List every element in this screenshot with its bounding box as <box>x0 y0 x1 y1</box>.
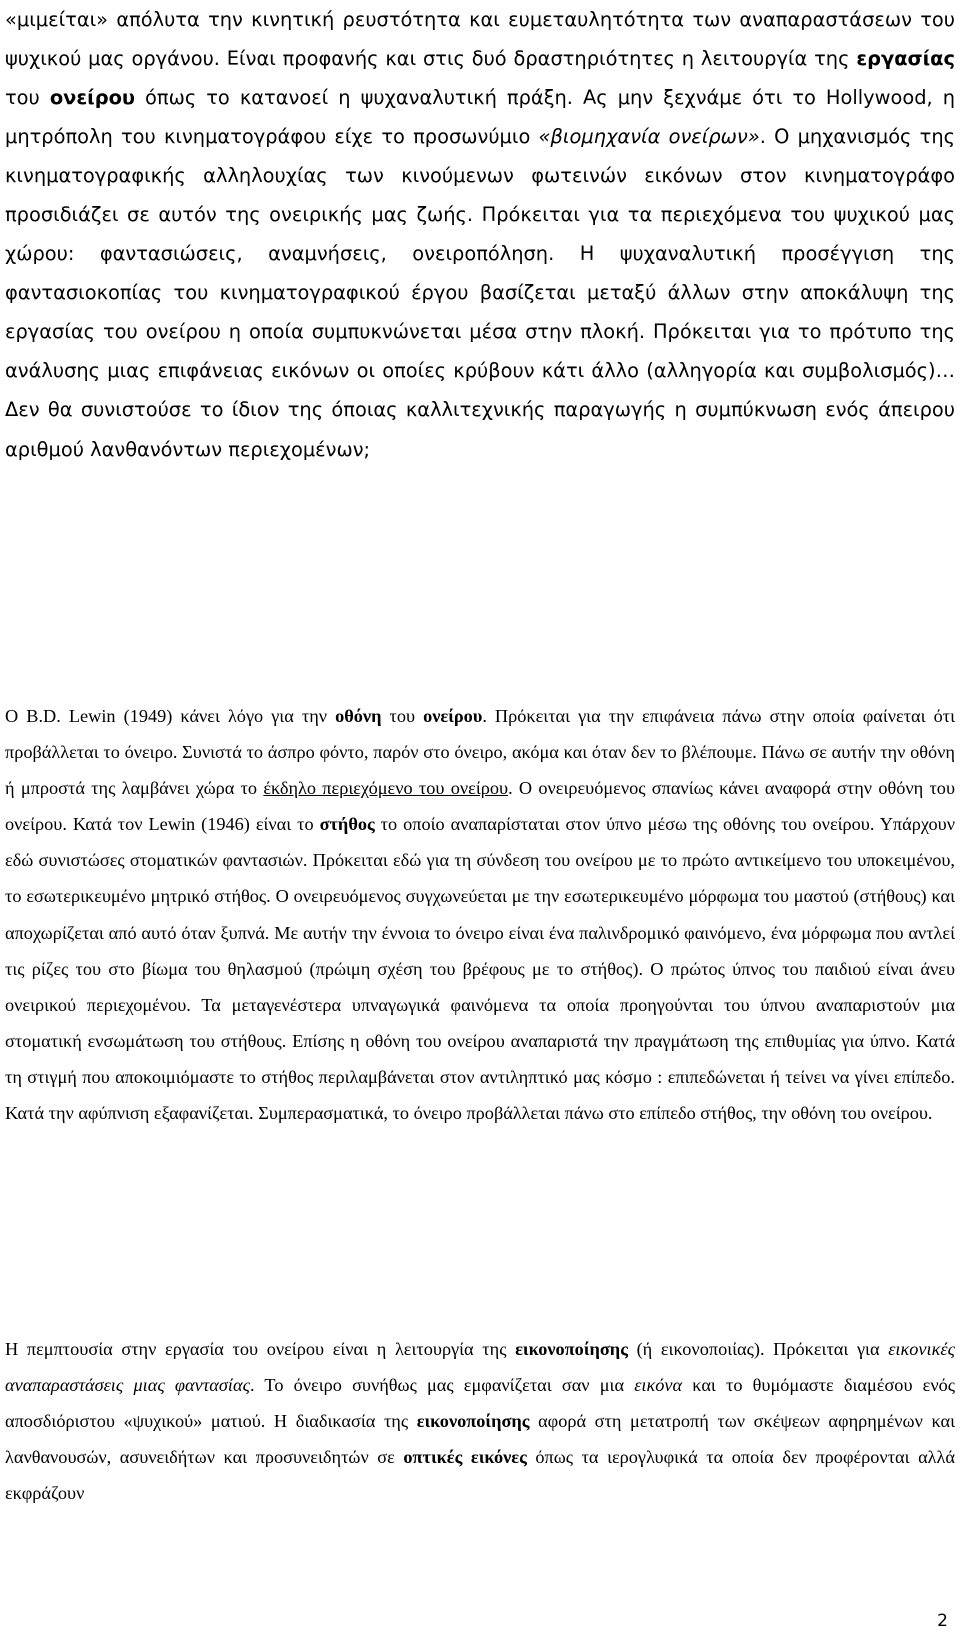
text-run: . Ο μηχανισμός της κινηματογραφικής αλληλουχίας των κινούμενων φωτεινών εικόνων στον κινηματογράφο προσιδιάζει σε αυτόν της ονειρικής μας ζωής. Πρόκειται για τα περιεχόμενα του ψυχικού μας χώρου: φαντασιώσεις, αναμνήσεις, ονειροπόληση. Η ψυχαναλυτική προσέγγιση της φαντασιοκοπίας του κινηματογραφικού έργου βασίζεται μεταξύ άλλων στην αποκάλυψη της εργασίας του ονείρου η οποία συμπυκνώνεται μέσα στην πλοκή. Πρόκειται για το πρότυπο της ανάλυσης μιας επιφάνειας εικόνων οι οποίες κρύβουν κάτι άλλο (αλληγορία και συμβολισμός)… Δεν θα συνιστούσε το ίδιον της όποιας καλλιτεχνικής παραγωγής η συμπύκνωση ενός άπειρου αριθμού λανθανόντων περιεχομένων; <box>5 125 956 461</box>
text-run: (ή εικονοποιίας). Πρόκειται για <box>627 1339 889 1359</box>
text-run: εικόνα <box>634 1375 683 1396</box>
text-run: ονείρου <box>423 706 483 726</box>
text-run: «βιομηχανία ονείρων» <box>538 125 760 149</box>
text-run: εικονικές αναπαραστάσεις μιας φαντασίας <box>5 1339 955 1396</box>
text-run: όπως το κατανοεί η ψυχαναλυτική πράξη. Ας μην ξεχνάμε ότι το Hollywood, η μητρόπολη του κινηματογράφου είχε το προσωνύμιο <box>5 86 955 149</box>
text-run: αφορά στη μετατροπή των σκέψεων αφηρημένων και λανθανουσών, ασυνειδήτων και προσυνειδητών σε <box>5 1411 955 1468</box>
text-run: ονείρου <box>49 86 135 110</box>
paragraph-imagery <box>5 1331 955 1511</box>
text-run: του <box>381 706 424 726</box>
text-run: «μιμείται» απόλυτα την κινητική ρευστότητα και ευμεταυλητότητα των αναπαραστάσεων του ψυχικού μας οργάνου. Είναι προφανής και στις δυό δραστηριότητες η λειτουργία της <box>5 8 955 71</box>
text-run: . Πρόκειται για την επιφάνεια πάνω στην οποία φαίνεται ότι προβάλλεται το όνειρο. Συνιστά το άσπρο φόντο, παρόν στο όνειρο, ακόμα και όταν δεν το βλέπουμε. Πάνω σε αυτήν την οθόνη ή μπροστά της λαμβάνει χώρα το <box>5 706 956 799</box>
text-run: οπτικές εικόνες <box>403 1447 527 1468</box>
text-run: οθόνη <box>335 706 382 726</box>
text-run: εικονοποίησης <box>515 1339 628 1359</box>
text-run: το οποίο αναπαρίσταται στον ύπνο μέσω της οθόνης του ονείρου. Υπάρχουν εδώ συνιστώσες στοματικών φαντασιών. Πρόκειται εδώ για τη σύνδεση του ονείρου με το πρώτο αντικείμενο του υποκειμένου, το εσωτερικευμένο μητρικό στήθος. Ο ονειρευόμενος συγχωνεύεται με την εσωτερικευμένο μόρφωμα του μαστού (στήθους) και αποχωρίζεται από αυτό όταν ξυπνά. Με αυτήν την έννοια το όνειρο είναι ένα παλινδρομικό φαινόμενο, ένα μόρφωμα που αντλεί τις ρίζες του στο βίωμα του θηλασμού (πρώιμη σχέση του βρέφους με το στήθος). Ο πρώτος ύπνος του παιδιού είναι άνευ ονειρικού περιεχομένου. Τα μεταγενέστερα υπναγωγικά φαινόμενα τα οποία προηγούνται του ύπνου αναπαριστούν μια στοματική ενσωμάτωση του στήθους. Επίσης η οθόνη του ονείρου αναπαριστά την πραγμάτωση της επιθυμίας για ύπνο. Κατά τη στιγμή που αποκοιμιόμαστε το στήθος περιλαμβάνεται στον αντιληπτικό μας κόσμο : επιπεδώνεται ή τείνει να γίνει επίπεδο. Κατά την αφύπνιση εξαφανίζεται. Συμπερασματικά, το όνειρο προβάλλεται πάνω στο επίπεδο στήθος, την οθόνη του ονείρου. <box>5 814 955 1124</box>
text-run: εργασίας <box>856 47 955 71</box>
page-number: 2 <box>937 1611 948 1631</box>
text-run: . Ο ονειρευόμενος σπανίως κάνει αναφορά στην οθόνη του ονείρου. Κατά τον Lewin (1946) είναι το <box>5 778 955 835</box>
paragraph-cinema-dream <box>5 0 955 469</box>
text-run: . Το όνειρο συνήθως μας εμφανίζεται σαν μια <box>250 1375 635 1396</box>
text-run: έκδηλο περιεχόμενο του ονείρου <box>263 778 509 799</box>
paragraph-dream-screen <box>5 698 955 1131</box>
text-run: στήθος <box>319 814 375 835</box>
text-run: Ο B.D. Lewin (1949) κάνει λόγο για την <box>5 706 336 726</box>
text-run: εικονοποίησης <box>416 1411 530 1432</box>
text-run: του <box>5 86 50 110</box>
text-run: και το θυμόμαστε διαμέσου ενός αποσδιόριστου «ψυχικού» ματιού. Η διαδικασία της <box>5 1375 955 1432</box>
text-run: όπως τα ιερογλυφικά τα οποία δεν προφέρονται αλλά εκφράζουν <box>5 1447 955 1504</box>
text-run: Η πεμπτουσία στην εργασία του ονείρου είναι η λειτουργία της <box>5 1339 516 1359</box>
